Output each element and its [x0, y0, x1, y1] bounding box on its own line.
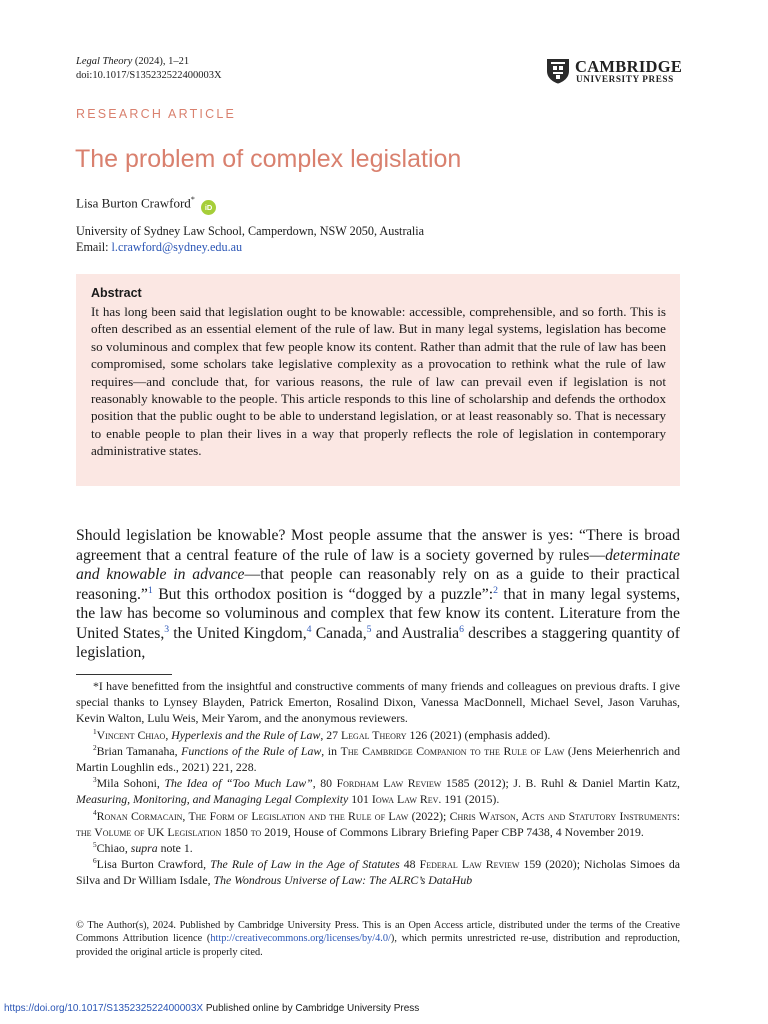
fn-text: 191 (2015).: [441, 792, 500, 807]
fn-text: 101: [348, 792, 372, 807]
journal-doi: doi:10.1017/S135232522400003X: [76, 70, 222, 81]
footnote-number: 4: [93, 807, 97, 817]
journal-name: Legal Theory: [76, 56, 133, 67]
fn-text: 1585 (2012); J. B. Ruhl & Daniel Martin Katz,: [441, 776, 680, 791]
fn-journal: Iowa Law Rev.: [371, 792, 442, 807]
logo-line2: UNIVERSITY PRESS: [576, 74, 674, 84]
fn-title: The Idea of “Too Much Law”: [164, 776, 313, 791]
footnote-1: [76, 727, 680, 743]
fn-text: Lisa Burton Crawford,: [96, 857, 211, 872]
fn-text: Brian Tamanaha,: [96, 743, 182, 758]
fn-book: Chris Watson, Acts and Statutory Instruments: the Volume of UK Legislation 1850 to 2019: [76, 808, 680, 839]
footnote-rule: [76, 674, 172, 675]
orcid-icon[interactable]: iD: [201, 200, 216, 215]
author-line: [76, 195, 216, 215]
author-name[interactable]: Lisa Burton Crawford: [76, 195, 191, 211]
footer-doi-link[interactable]: https://doi.org/10.1017/S135232522400003X: [4, 1003, 204, 1014]
license-link[interactable]: http://creativecommons.org/licenses/by/4.0/: [210, 933, 391, 945]
footnote-number: 3: [93, 775, 97, 785]
cambridge-logo: [546, 56, 686, 88]
fn-text: , 80: [312, 776, 337, 791]
fn-title: Functions of the Rule of Law: [181, 743, 322, 758]
abstract-box: [76, 274, 680, 486]
body-text-run: that in many legal systems, the law has become so voluminous and complex that few know its content. Literature from the United States,: [76, 585, 681, 642]
journal-info: [76, 55, 222, 83]
body-text-run: Canada,: [311, 624, 367, 642]
footnote-4: [76, 808, 680, 840]
body-text-run: and Australia: [371, 624, 460, 642]
body-text-run: describes a staggering quantity of legislation,: [76, 624, 680, 661]
shield-crest-icon: [546, 58, 570, 84]
footnote-number: 6: [93, 856, 97, 866]
fn-text: 48: [399, 857, 420, 872]
footnote-2: [76, 743, 680, 775]
body-paragraph: [76, 526, 680, 663]
footnote-ref-3[interactable]: 3: [164, 623, 170, 635]
email-link[interactable]: l.crawford@sydney.edu.au: [111, 240, 243, 254]
fn-text: Chiao,: [96, 841, 131, 856]
fn-text: , House of Commons Library Briefing Paper CBP 7438, 4 November 2019.: [287, 824, 644, 839]
footnote-5: [76, 840, 680, 856]
fn-journal: Federal Law Review: [419, 857, 520, 872]
fn-title: The Wondrous Universe of Law: The ALRC’s DataHub: [213, 873, 473, 888]
footnote-3: [76, 775, 680, 807]
footer-text: Published online by Cambridge University Press: [203, 1003, 420, 1014]
article-kicker: RESEARCH ARTICLE: [76, 107, 237, 121]
fn-text: 126 (2021) (emphasis added).: [406, 727, 551, 742]
abstract-text: It has long been said that legislation ought to be knowable: accessible, comprehensible, and so forth. This is often described as an essential element of the rule of law. But in many legal systems, legislation has become so voluminous and complex that few people know its content. Rather than admit that the rule of law has been compromised, some scholars take legislative complexity as a provocation to rethink what the rule of law requires—and conclude that, for various reasons, the rule of law can prevail even if legislation is not reasonably knowable to the people. This article responds to this line of scholarship and defends the orthodox position that the public ought to be able to understand legislation, or at least reasonably so. That is necessary to enable people to plan their lives in a way that properly reflects the role of legislation in contemporary administrative states.: [91, 304, 666, 459]
footnote-number: 5: [93, 840, 97, 850]
fn-text: , 27: [320, 727, 341, 742]
fn-journal: Fordham Law Review: [336, 776, 442, 791]
article-title: The problem of complex legislation: [75, 145, 462, 173]
license-text: © The Author(s), 2024. Published by Cambridge University Press. This is an Open Access article, distributed under the terms of the Creative Commons Attribution licence (: [76, 920, 680, 945]
body-text-run: Should legislation be knowable? Most people assume that the answer is yes: “There is broad agreement that a central feature of the rule of law is a society governed by rules—: [76, 527, 680, 564]
footnote-ref-4[interactable]: 4: [306, 623, 312, 635]
fn-text: (Jens Meierhenrich and Martin Loughlin eds., 2021) 221, 228.: [76, 743, 680, 775]
fn-text: Mila Sohoni,: [96, 776, 165, 791]
footnote-ref-5[interactable]: 5: [366, 623, 372, 635]
footnote-star: *I have benefitted from the insightful and constructive comments of many friends and colleagues on previous drafts. I give special thanks to Lynsey Blayden, Patrick Emerton, Rosalind Dixon, Vanessa MacDonnell, Michael Sevel, Jason Varuhas, Kevin Walton, Lulu Weis, Meir Yarom, and the anonymous reviewers.: [76, 679, 680, 726]
page-footer: [4, 1003, 419, 1014]
fn-text: (2022);: [408, 808, 450, 823]
journal-citation: (2024), 1–21: [132, 56, 190, 67]
fn-title: Hyperlexis and the Rule of Law: [171, 727, 321, 742]
fn-book: The Cambridge Companion to the Rule of Law: [340, 743, 565, 758]
footnote-ref-2[interactable]: 2: [493, 584, 498, 596]
fn-text: 159 (2020); Nicholas Simoes da Silva and Dr William Isdale,: [76, 857, 680, 888]
fn-book: Ronan Cormacain, The Form of Legislation and the Rule of Law: [96, 808, 409, 823]
footnote-number: 1: [93, 726, 97, 736]
license-text: ), which permits unrestricted re-use, distribution and reproduction, provided the original article is properly cited.: [76, 933, 680, 958]
fn-text: ,: [165, 727, 172, 742]
abstract-heading: Abstract: [91, 286, 142, 300]
body-text-run: But this orthodox position is “dogged by a puzzle”:: [152, 585, 494, 603]
footnote-6: [76, 856, 680, 888]
fn-journal: Legal Theory: [340, 727, 407, 742]
body-text-run: the United Kingdom,: [169, 624, 307, 642]
footnote-number: 2: [93, 742, 97, 752]
license-notice: [76, 919, 680, 959]
logo-line1: CAMBRIDGE: [575, 57, 683, 76]
body-text-run: —that people can reasonably rely on as a guide to their practical reasoning.”: [76, 566, 680, 603]
body-emphasis: determinate and knowable in advance: [76, 546, 680, 583]
affiliation-block: [76, 223, 424, 255]
footnote-ref-1[interactable]: 1: [147, 584, 153, 596]
fn-text: note 1.: [157, 841, 193, 856]
affiliation: University of Sydney Law School, Camperdown, NSW 2050, Australia: [76, 224, 425, 238]
fn-emphasis: supra: [130, 841, 158, 856]
fn-title: Measuring, Monitoring, and Managing Legal Complexity: [76, 792, 349, 807]
fn-title: The Rule of Law in the Age of Statutes: [210, 857, 400, 872]
fn-author: Vincent Chiao: [96, 727, 166, 742]
email-label: Email:: [76, 240, 112, 254]
footnote-ref-6[interactable]: 6: [459, 623, 465, 635]
author-footnote-mark[interactable]: *: [190, 195, 195, 204]
footnotes: [76, 678, 680, 889]
fn-text: , in: [321, 743, 341, 758]
